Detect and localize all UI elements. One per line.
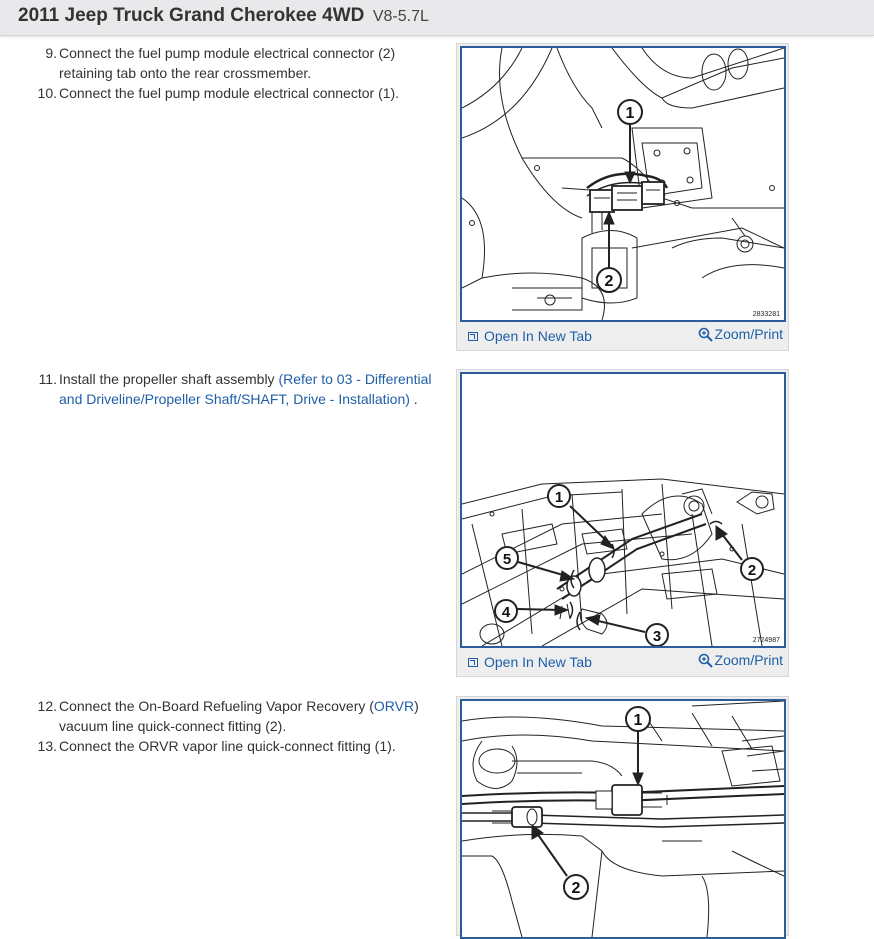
step-item: 9. Connect the fuel pump module electrical connector (2) retaining tab onto the rear crossmember. xyxy=(45,45,396,81)
zoom-magnifier-icon xyxy=(698,653,713,668)
figure-action-bar xyxy=(460,651,785,671)
procedure-section-2 xyxy=(0,369,874,679)
engine-label: V8-5.7L xyxy=(372,8,429,25)
driveline-reference-link[interactable]: (Refer to 03 - Differential and Driveline/Propeller Shaft/SHAFT, Drive - Installation) xyxy=(59,371,432,407)
figure-callout: 1 xyxy=(625,105,635,122)
figure-panel xyxy=(456,696,789,936)
figure-callout: 5 xyxy=(502,551,512,568)
step-item: 13. Connect the ORVR vapor line quick-connect fitting (1). xyxy=(37,738,396,754)
open-in-new-tab-icon xyxy=(468,658,478,667)
step-item: 10. Connect the fuel pump module electrical connector (1). xyxy=(37,85,400,101)
open-in-new-tab-link[interactable]: Open In New Tab xyxy=(468,328,592,344)
step-list xyxy=(30,369,442,409)
step-list xyxy=(30,43,442,103)
figure-image[interactable] xyxy=(460,699,786,939)
figure-id: 2833281 xyxy=(752,311,780,318)
open-in-new-tab-icon xyxy=(468,332,478,341)
figure-action-bar xyxy=(460,325,785,345)
figure-image[interactable] xyxy=(460,372,786,648)
orvr-link[interactable]: ORVR xyxy=(373,698,415,714)
procedure-section-3 xyxy=(0,696,874,928)
figure-image[interactable] xyxy=(460,46,786,322)
figure-callout: 4 xyxy=(501,604,511,621)
figure-callout: 2 xyxy=(747,562,757,579)
figure-callout: 2 xyxy=(604,273,614,290)
zoom-print-link[interactable]: Zoom/Print xyxy=(698,326,783,342)
page-header xyxy=(0,0,874,36)
figure-callout: 2 xyxy=(571,880,581,897)
step-list xyxy=(30,696,442,756)
procedure-section-1 xyxy=(0,43,874,353)
figure-id: 2724987 xyxy=(752,637,780,644)
step-item: 12. Connect the On-Board Refueling Vapor Recovery (ORVR) vacuum line quick-connect fitting (2). xyxy=(37,698,419,734)
figure-callout: 1 xyxy=(633,712,643,729)
figure-panel xyxy=(456,43,789,351)
figure-callout: 1 xyxy=(554,489,564,506)
zoom-print-link[interactable]: Zoom/Print xyxy=(698,652,783,668)
zoom-magnifier-icon xyxy=(698,327,713,342)
open-in-new-tab-link[interactable]: Open In New Tab xyxy=(468,654,592,670)
figure-callout: 3 xyxy=(652,628,662,645)
step-item: 11. Install the propeller shaft assembly (Refer to 03 - Differential and Driveline/Propeller Shaft/SHAFT, Drive - Installation) . xyxy=(38,371,432,407)
figure-panel xyxy=(456,369,789,677)
vehicle-title: 2011 Jeep Truck Grand Cherokee 4WD xyxy=(18,5,365,26)
